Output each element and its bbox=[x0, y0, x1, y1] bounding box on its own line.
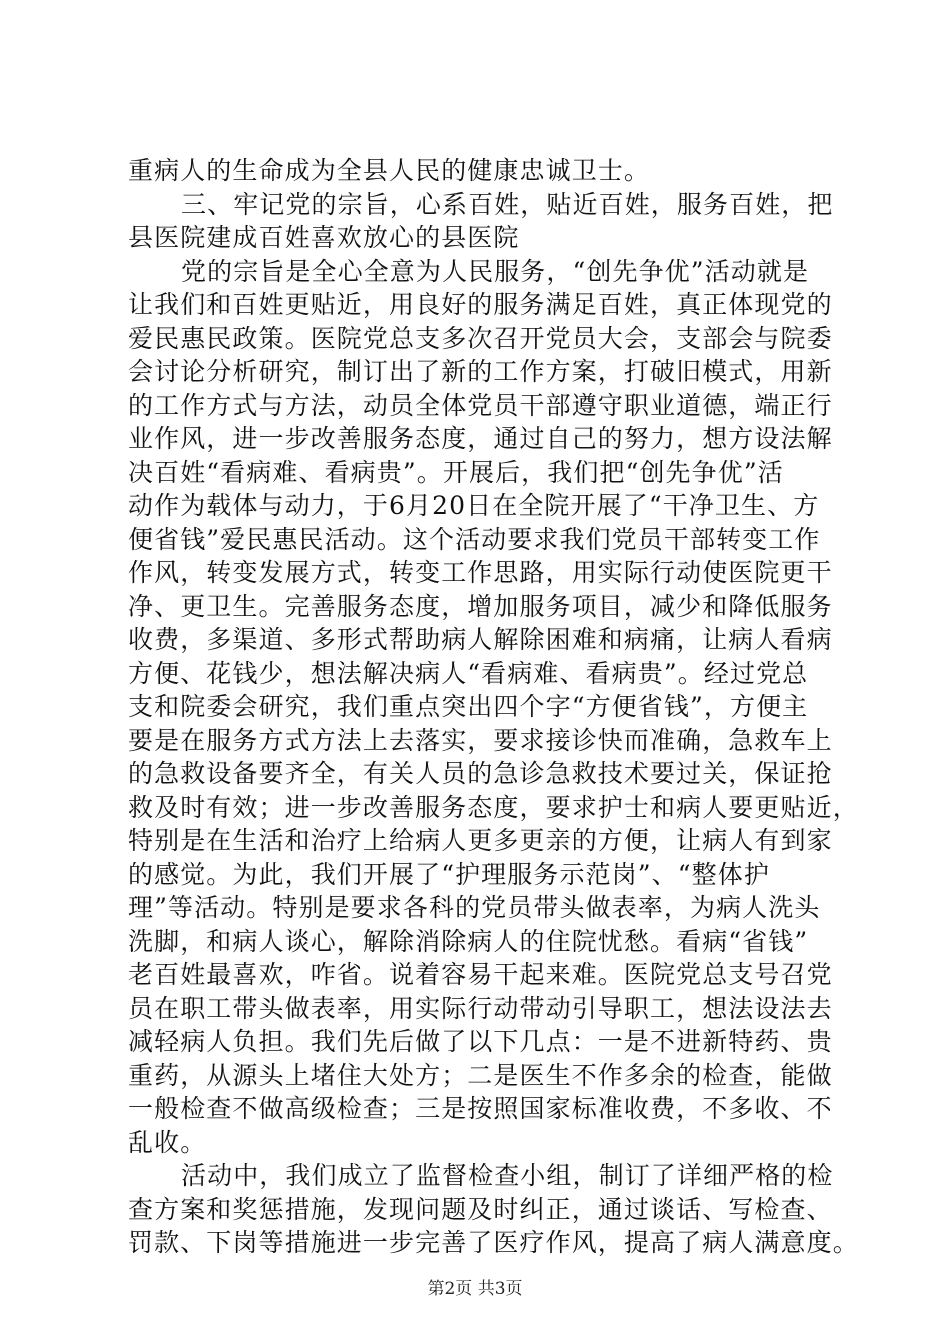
text-line: 重药，从源头上堵住大处方；二是医生不作多余的检查，能做 bbox=[128, 1060, 833, 1090]
text-line: 员在职工带头做表率，用实际行动带动引导职工，想法设法去 bbox=[128, 993, 833, 1023]
paragraph-start-line: 活动中，我们成立了监督检查小组，制订了详细严格的检 bbox=[181, 1161, 834, 1190]
text-line: 减轻病人负担。我们先后做了以下几点：一是不进新特药、贵 bbox=[128, 1027, 833, 1056]
text-line: 的工作方式与方法，动员全体党员干部遵守职业道德，端正行 bbox=[128, 390, 833, 420]
text-line: 业作风，进一步改善服务态度，通过自己的努力，想方设法解 bbox=[128, 424, 833, 453]
text-line: 老百姓最喜欢，咋省。说着容易干起来难。医院党总支号召党 bbox=[128, 960, 833, 989]
text-line: 支和院委会研究，我们重点突出四个字“方便省钱”，方便主 bbox=[128, 692, 809, 721]
text-line: 理”等活动。特别是要求各科的党员带头做表率，为病人洗头 bbox=[128, 893, 821, 922]
section-heading-line: 三、牢记党的宗旨，心系百姓，贴近百姓，服务百姓，把 bbox=[181, 189, 834, 219]
text-line: 查方案和奖惩措施，发现问题及时纠正，通过谈话、写检查、 bbox=[128, 1194, 833, 1224]
text-line: 收费，多渠道、多形式帮助病人解除困难和病痛，让病人看病 bbox=[128, 625, 833, 654]
document-body bbox=[128, 154, 859, 1260]
text-line: 决百姓“看病难、看病贵”。开展后，我们把“创先争优”活 bbox=[128, 457, 784, 487]
text-line: 便省钱”爱民惠民活动。这个活动要求我们党员干部转变工作 bbox=[128, 524, 821, 554]
text-line: 洗脚，和病人谈心，解除消除病人的住院忧愁。看病“省钱” bbox=[128, 926, 809, 956]
text-line: 动作为载体与动力，于6月20日在全院开展了“干净卫生、方 bbox=[128, 491, 820, 520]
text-line: 罚款、下岗等措施进一步完善了医疗作风，提高了病人满意度。 bbox=[128, 1228, 859, 1257]
paragraph-start-line: 党的宗旨是全心全意为人民服务，“创先争优”活动就是 bbox=[181, 256, 810, 286]
text-line: 要是在服务方式方法上去落实，要求接诊快而准确，急救车上 bbox=[128, 725, 833, 755]
section-heading-line: 县医院建成百姓喜欢放心的县医院 bbox=[128, 223, 520, 252]
text-line: 净、更卫生。完善服务态度，增加服务项目，减少和降低服务 bbox=[128, 591, 833, 621]
text-line: 会讨论分析研究，制订出了新的工作方案，打破旧模式，用新 bbox=[128, 357, 833, 386]
text-line: 救及时有效；进一步改善服务态度，要求护士和病人要更贴近， bbox=[128, 792, 859, 822]
text-line: 爱民惠民政策。医院党总支多次召开党员大会，支部会与院委 bbox=[128, 323, 833, 353]
text-line: 特别是在生活和治疗上给病人更多更亲的方便，让病人有到家 bbox=[128, 826, 833, 855]
text-line: 乱收。 bbox=[128, 1127, 207, 1157]
text-line: 作风，转变发展方式，转变工作思路，用实际行动使医院更干 bbox=[128, 558, 833, 587]
text-line: 让我们和百姓更贴近，用良好的服务满足百姓，真正体现党的 bbox=[128, 290, 833, 319]
page-number-footer: 第2页 共3页 bbox=[427, 1279, 523, 1299]
text-line: 重病人的生命成为全县人民的健康忠诚卫士。 bbox=[128, 156, 651, 185]
text-line: 一般检查不做高级检查；三是按照国家标准收费，不多收、不 bbox=[128, 1094, 833, 1123]
text-line: 方便、花钱少，想法解决病人“看病难、看病贵”。经过党总 bbox=[128, 658, 809, 688]
text-line: 的感觉。为此，我们开展了“护理服务示范岗”、“整体护 bbox=[128, 859, 770, 889]
text-line: 的急救设备要齐全，有关人员的急诊急救技术要过关，保证抢 bbox=[128, 759, 833, 788]
